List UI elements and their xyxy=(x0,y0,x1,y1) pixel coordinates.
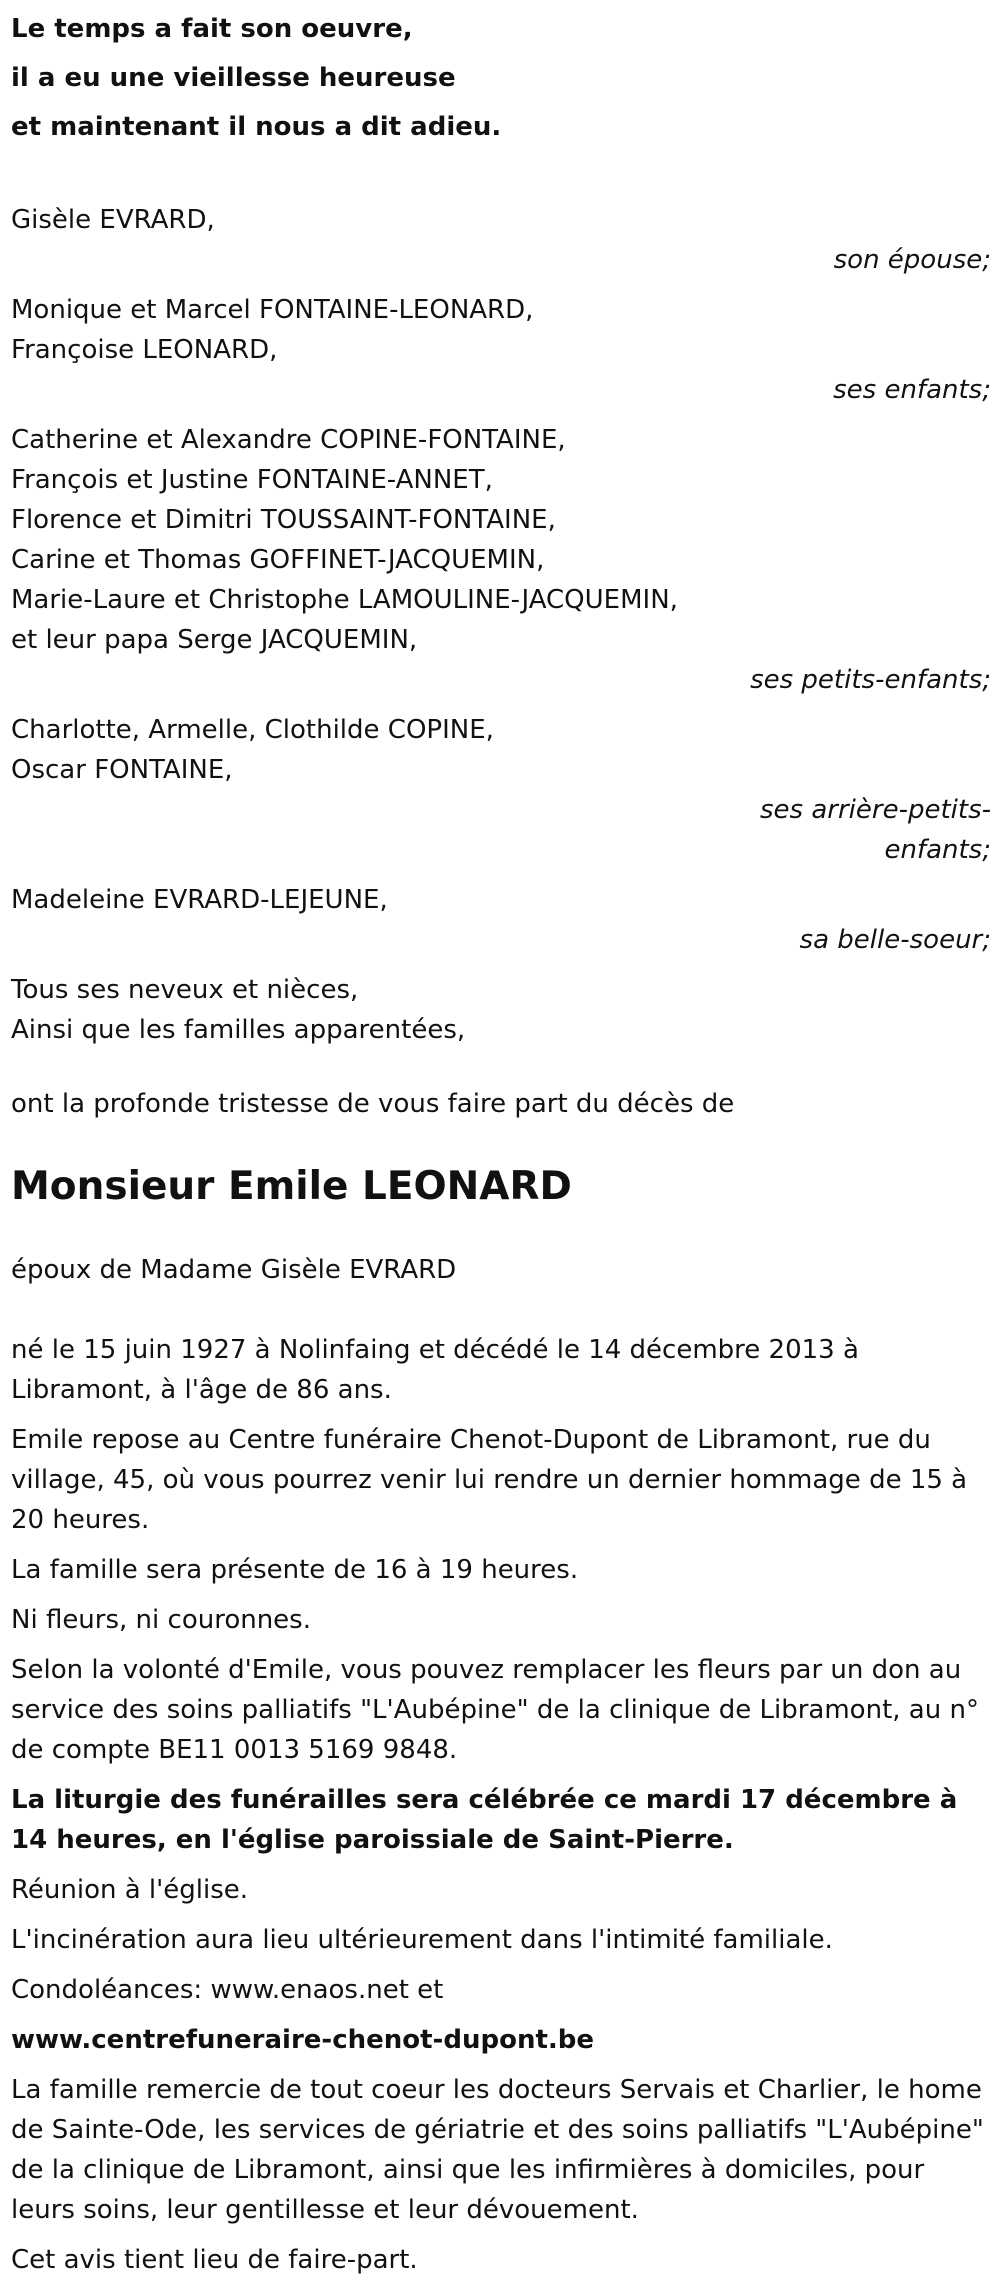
birth-death-paragraph: né le 15 juin 1927 à Nolinfaing et décédé le 14 décembre 2013 à Libramont, à l'âge de 86 ans. xyxy=(11,1335,859,1405)
family-name: Monique et Marcel FONTAINE-LEONARD, xyxy=(11,295,534,325)
verse-line-3: et maintenant il nous a dit adieu. xyxy=(11,112,502,142)
family-group-great-grandchildren xyxy=(11,710,991,870)
family-name: Gisèle EVRARD, xyxy=(11,205,215,235)
family-name: Marie-Laure et Christophe LAMOULINE-JACQUEMIN, xyxy=(11,585,678,615)
obituary-content xyxy=(11,5,991,2280)
spouse-of-text: époux de Madame Gisèle EVRARD xyxy=(11,1255,457,1285)
verse-line-2: il a eu une vieillesse heureuse xyxy=(11,63,456,93)
website-link[interactable]: www.centrefuneraire-chenot-dupont.be xyxy=(11,2025,595,2055)
rest-paragraph: Emile repose au Centre funéraire Chenot-Dupont de Libramont, rue du village, 45, où vous pourrez venir lui rendre un dernier hommage de 15 à 20 heures. xyxy=(11,1425,968,1535)
relation-label: ses enfants; xyxy=(833,375,991,405)
meeting-paragraph: Réunion à l'église. xyxy=(11,1875,249,1905)
incineration-paragraph: L'incinération aura lieu ultérieurement dans l'intimité familiale. xyxy=(11,1925,833,1955)
opening-verse xyxy=(11,5,991,152)
family-group-children xyxy=(11,290,991,410)
relation-label: sa belle-soeur; xyxy=(799,925,991,955)
family-group-grandchildren xyxy=(11,420,991,700)
family-group-others xyxy=(11,970,991,1050)
donation-paragraph: Selon la volonté d'Emile, vous pouvez remplacer les fleurs par un don au service des soins palliatifs "L'Aubépine" de la clinique de Libramont, au n° de compte BE11 0013 5169 9848. xyxy=(11,1655,979,1765)
no-flowers-paragraph: Ni fleurs, ni couronnes. xyxy=(11,1605,311,1635)
verse-line-1: Le temps a fait son oeuvre, xyxy=(11,14,413,44)
relation-label: ses petits-enfants; xyxy=(750,665,991,695)
announcement-text: ont la profonde tristesse de vous faire part du décès de xyxy=(11,1089,735,1119)
liturgy-paragraph: La liturgie des funérailles sera célébrée ce mardi 17 décembre à 14 heures, en l'église paroissiale de Saint-Pierre. xyxy=(11,1785,958,1855)
family-name: Ainsi que les familles apparentées, xyxy=(11,1015,466,1045)
family-name: Françoise LEONARD, xyxy=(11,335,278,365)
thanks-paragraph: La famille remercie de tout coeur les docteurs Servais et Charlier, le home de Sainte-Ode, les services de gériatrie et des soins palliatifs "L'Aubépine" de la clinique de Libramont, ainsi que les infirmières à domiciles, pour leurs soins, leur gentillesse et leur dévouement. xyxy=(11,2075,984,2225)
family-name: Catherine et Alexandre COPINE-FONTAINE, xyxy=(11,425,566,455)
family-name: Charlotte, Armelle, Clothilde COPINE, xyxy=(11,715,494,745)
family-name: Florence et Dimitri TOUSSAINT-FONTAINE, xyxy=(11,505,556,535)
family-name: Madeleine EVRARD-LEJEUNE, xyxy=(11,885,388,915)
family-name: Oscar FONTAINE, xyxy=(11,755,233,785)
family-group-spouse xyxy=(11,200,991,280)
family-presence-paragraph: La famille sera présente de 16 à 19 heures. xyxy=(11,1555,579,1585)
relation-label: son épouse; xyxy=(833,245,991,275)
condolences-paragraph: Condoléances: www.enaos.net et xyxy=(11,1975,444,2005)
closing-paragraph: Cet avis tient lieu de faire-part. xyxy=(11,2245,418,2275)
family-name: et leur papa Serge JACQUEMIN, xyxy=(11,625,418,655)
relation-label: ses arrière-petits-enfants; xyxy=(760,795,991,865)
family-name: François et Justine FONTAINE-ANNET, xyxy=(11,465,493,495)
deceased-name: Monsieur Emile LEONARD xyxy=(11,1164,572,1209)
obituary-page xyxy=(0,5,1000,2275)
family-group-sister-in-law xyxy=(11,880,991,960)
family-name: Carine et Thomas GOFFINET-JACQUEMIN, xyxy=(11,545,545,575)
relation-label-wrapper xyxy=(11,790,991,870)
family-name: Tous ses neveux et nièces, xyxy=(11,975,359,1005)
